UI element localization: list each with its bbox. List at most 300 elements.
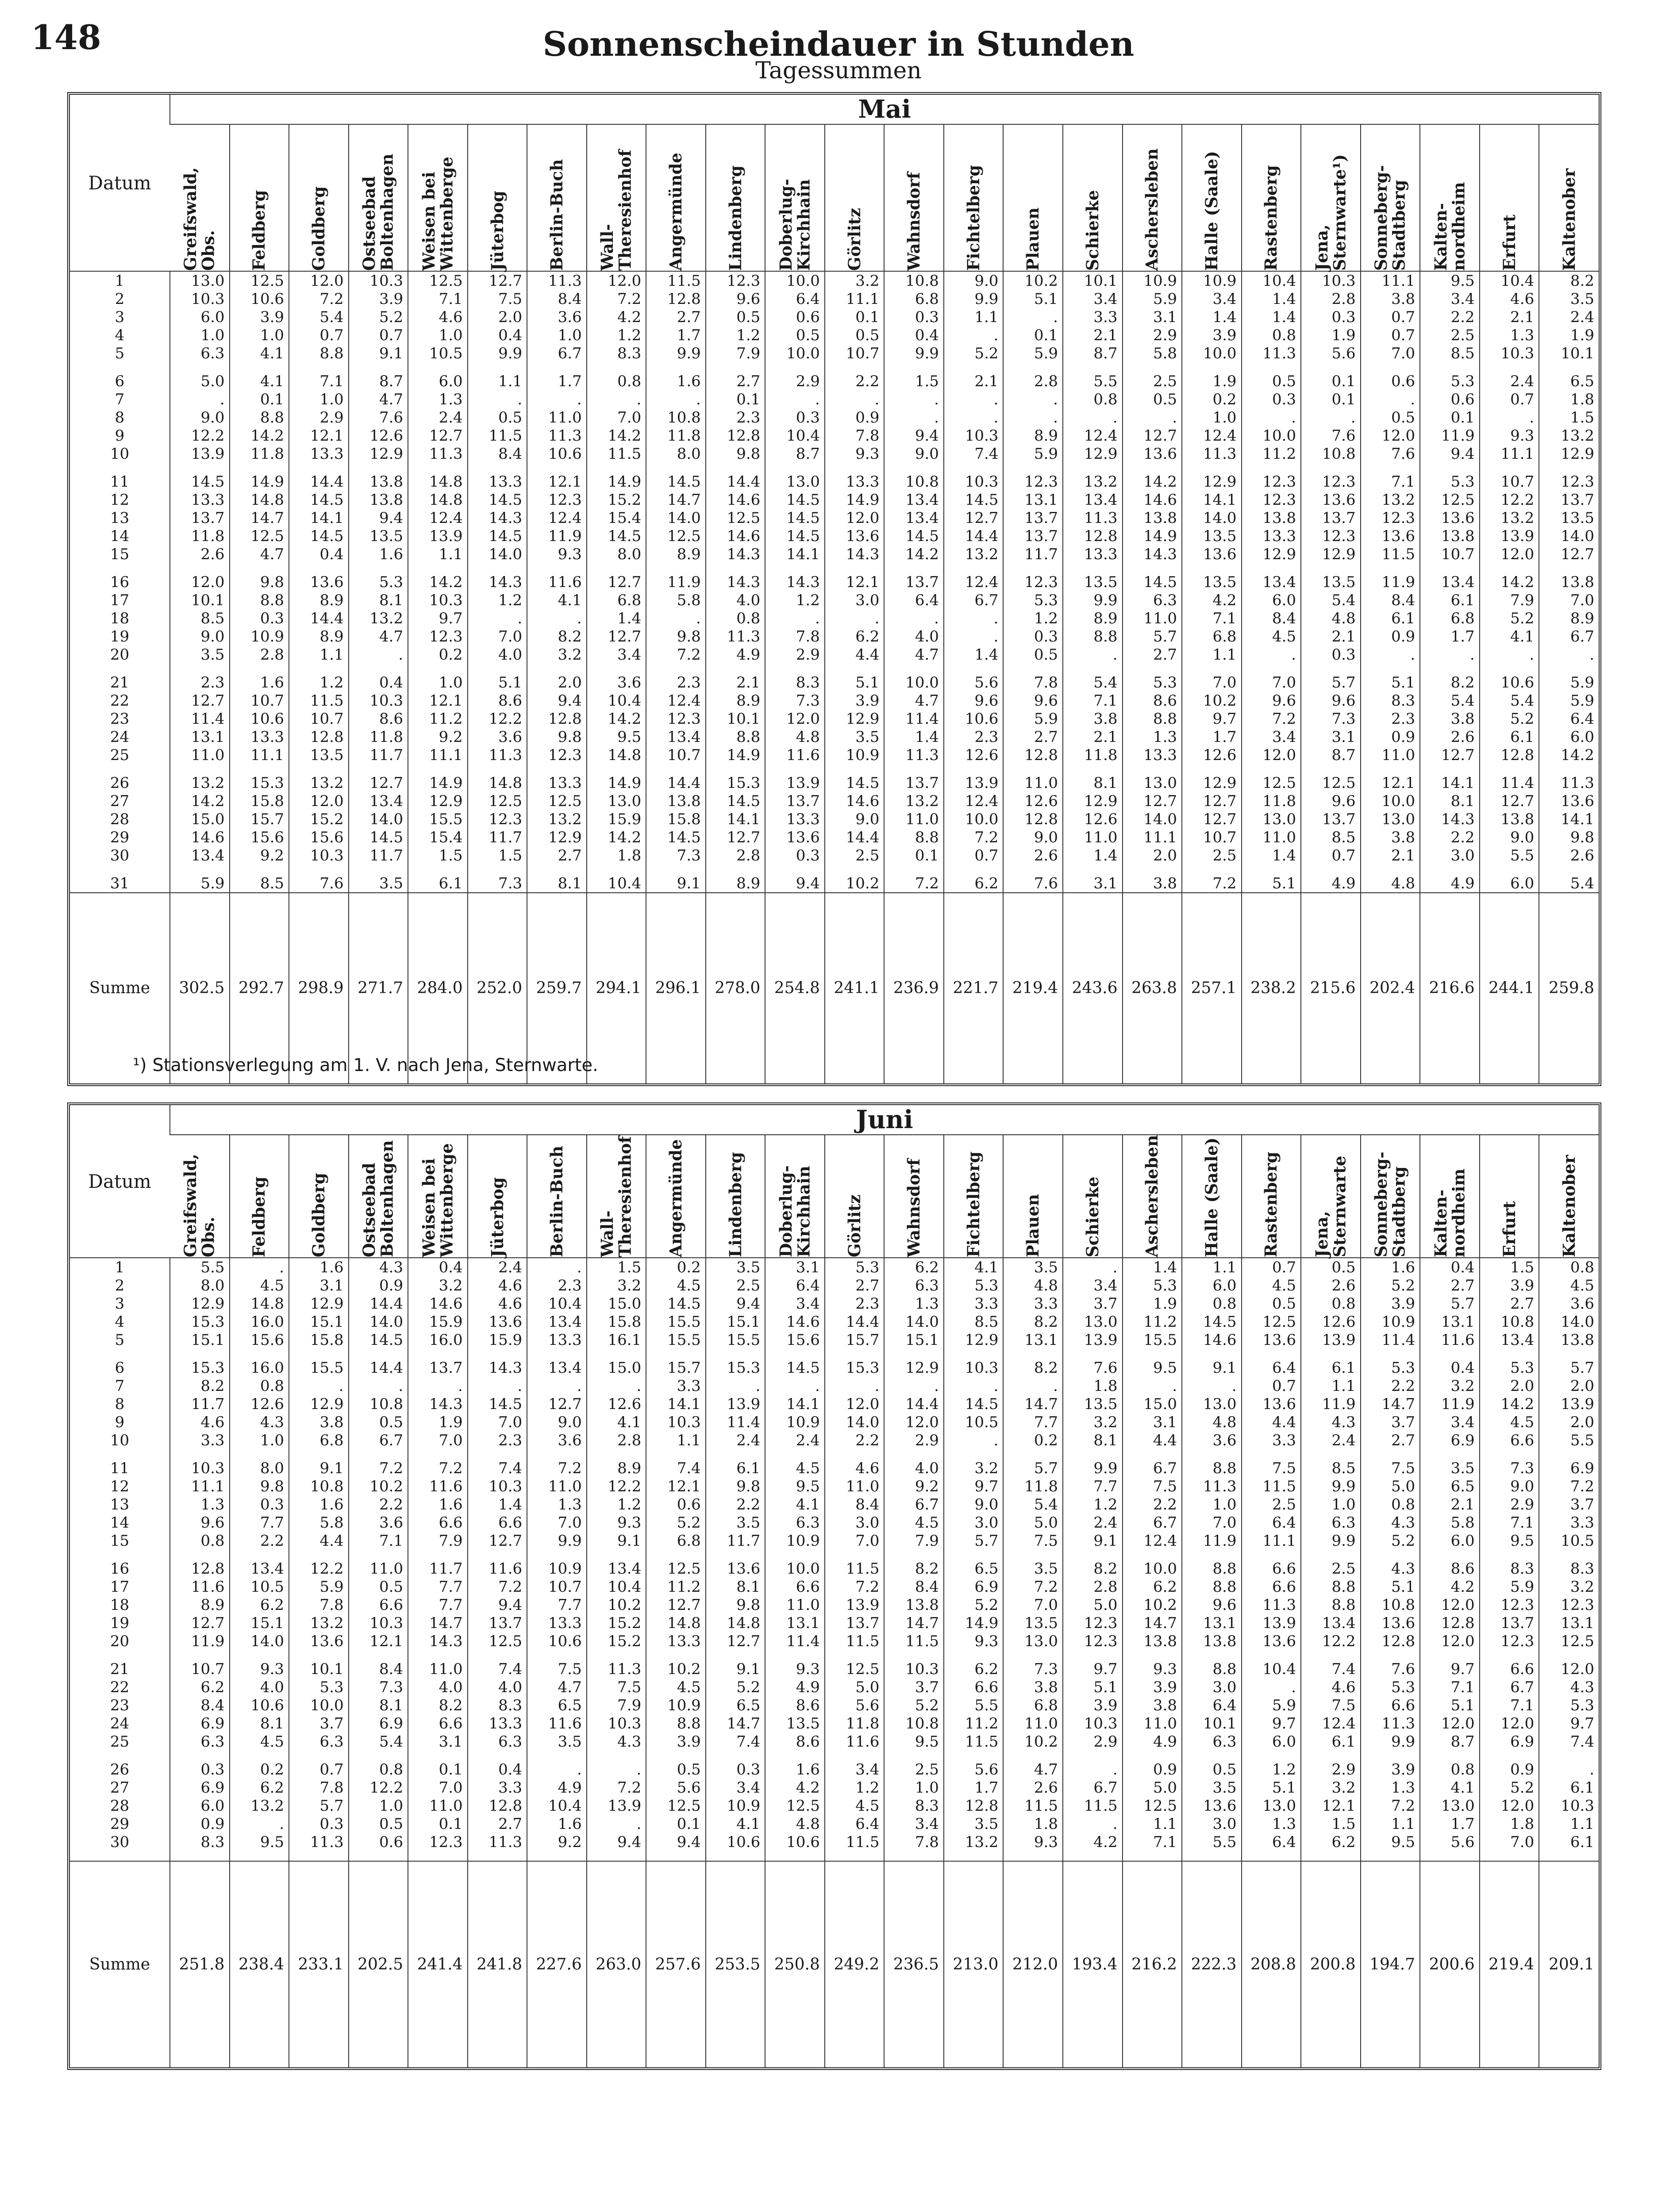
value-cell: 11.7	[706, 1532, 765, 1550]
value-cell: 2.6	[1420, 728, 1480, 746]
datum-cell: 29	[110, 1815, 130, 1833]
value-cell: 4.3	[587, 1732, 646, 1751]
value-cell: 8.4	[884, 1578, 944, 1596]
value-cell: 4.2	[587, 308, 646, 326]
station-name: Jena, Sternwarte	[1312, 1156, 1350, 1257]
value-cell: 6.4	[1242, 1513, 1301, 1532]
value-cell: 10.9	[765, 1413, 825, 1431]
value-cell: 2.5	[825, 846, 885, 864]
value-cell: 13.6	[1242, 1331, 1301, 1349]
station-header	[587, 1135, 646, 1258]
value-cell: 10.1	[1182, 1714, 1242, 1732]
value-cell: 12.7	[468, 271, 527, 290]
table-row	[70, 1614, 1599, 1632]
value-cell: 1.4	[944, 645, 1004, 664]
value-cell: 5.2	[1361, 1532, 1420, 1550]
value-cell: .	[1242, 645, 1301, 664]
value-cell: 8.8	[1063, 627, 1123, 645]
value-cell: 2.0	[1480, 1377, 1539, 1395]
value-cell: 6.8	[884, 290, 944, 308]
station-header	[1301, 1135, 1361, 1258]
spacer-cell	[1420, 864, 1480, 874]
summe-cell: 298.9	[289, 893, 349, 1083]
value-cell: 13.5	[1063, 573, 1123, 591]
station-name: Jüterbog	[487, 1177, 507, 1257]
table-row	[70, 728, 1599, 746]
value-cell: 9.8	[527, 728, 587, 746]
value-cell: 5.7	[944, 1532, 1004, 1550]
value-cell: 1.4	[884, 728, 944, 746]
value-cell: 3.4	[587, 645, 646, 664]
value-cell: 6.9	[349, 1714, 408, 1732]
value-cell: 7.6	[349, 408, 408, 426]
value-cell: 4.2	[765, 1778, 825, 1797]
spacer-row	[70, 563, 1599, 573]
spacer-cell	[1242, 1650, 1301, 1660]
summe-label: Summe	[70, 1861, 170, 2067]
value-cell: 7.4	[1539, 1732, 1599, 1751]
summe-label: Summe	[70, 893, 170, 1083]
value-cell: 12.3	[706, 271, 765, 290]
value-cell: 12.3	[527, 746, 587, 764]
station-header	[765, 1135, 825, 1258]
value-cell: 13.2	[944, 545, 1004, 563]
value-cell: 3.9	[1063, 1696, 1123, 1714]
station-name: Weisen bei Wittenberge	[419, 1143, 457, 1257]
value-cell: 5.9	[1003, 445, 1063, 463]
value-cell: 8.9	[1003, 426, 1063, 445]
value-cell: 5.4	[1539, 874, 1599, 893]
value-cell: 6.8	[289, 1431, 349, 1449]
value-cell: 2.4	[765, 1431, 825, 1449]
value-cell: 14.3	[468, 573, 527, 591]
spacer-cell	[1420, 463, 1480, 472]
value-cell: 4.8	[765, 728, 825, 746]
value-cell: 9.8	[646, 627, 706, 645]
value-cell: 7.4	[1301, 1660, 1361, 1678]
summe-cell: 296.1	[646, 893, 706, 1083]
summe-cell: 249.2	[825, 1861, 885, 2067]
value-cell: 13.5	[1539, 509, 1599, 527]
value-cell: 12.0	[884, 1413, 944, 1431]
spacer-cell	[825, 1851, 885, 1861]
value-cell: 14.8	[706, 1614, 765, 1632]
value-cell: 2.9	[1063, 1732, 1123, 1751]
value-cell: 4.7	[230, 545, 289, 563]
value-cell: 13.6	[1301, 491, 1361, 509]
value-cell: 10.1	[1063, 271, 1123, 290]
value-cell: 11.0	[825, 1477, 885, 1495]
value-cell: 14.9	[230, 472, 289, 491]
value-cell: .	[825, 609, 885, 627]
value-cell: 7.2	[884, 874, 944, 893]
value-cell: 14.0	[825, 1413, 885, 1431]
juni-table	[70, 1105, 1599, 2067]
value-cell: 8.5	[1420, 344, 1480, 362]
value-cell: 6.0	[170, 1797, 230, 1815]
value-cell: 8.9	[706, 874, 765, 893]
value-cell: 8.6	[468, 691, 527, 710]
value-cell: 12.5	[646, 1797, 706, 1815]
value-cell: 6.9	[170, 1714, 230, 1732]
value-cell: 11.8	[349, 728, 408, 746]
value-cell: 13.3	[289, 445, 349, 463]
value-cell: 3.2	[1539, 1578, 1599, 1596]
value-cell: 3.9	[230, 308, 289, 326]
spacer-cell	[587, 1449, 646, 1459]
value-cell: 2.7	[706, 372, 765, 390]
value-cell: 2.4	[408, 408, 468, 426]
value-cell: 8.1	[1063, 1431, 1123, 1449]
value-cell: 10.3	[349, 691, 408, 710]
spacer-cell	[825, 1650, 885, 1660]
spacer-cell	[1242, 764, 1301, 774]
value-cell: 15.9	[468, 1331, 527, 1349]
spacer-cell	[70, 864, 170, 874]
value-cell: 10.5	[408, 344, 468, 362]
value-cell: 4.0	[468, 645, 527, 664]
spacer-cell	[1182, 864, 1242, 874]
spacer-cell	[349, 1751, 408, 1760]
value-cell: 7.1	[1480, 1696, 1539, 1714]
value-cell: 2.5	[1301, 1559, 1361, 1578]
value-cell: 0.9	[825, 408, 885, 426]
value-cell: 8.1	[527, 874, 587, 893]
value-cell: 1.3	[884, 1294, 944, 1313]
value-cell: 3.8	[1361, 828, 1420, 846]
value-cell: 12.7	[1420, 746, 1480, 764]
value-cell: 8.7	[1063, 344, 1123, 362]
datum-cell: 2	[115, 1276, 125, 1294]
value-cell: 8.9	[170, 1596, 230, 1614]
value-cell: 13.4	[1063, 491, 1123, 509]
value-cell: .	[527, 1377, 587, 1395]
value-cell: 2.2	[706, 1495, 765, 1513]
value-cell: 5.6	[1420, 1833, 1480, 1851]
value-cell: 0.3	[1301, 308, 1361, 326]
value-cell: 7.3	[349, 1678, 408, 1696]
spacer-cell	[1242, 864, 1301, 874]
value-cell: 5.2	[646, 1513, 706, 1532]
value-cell: 14.7	[230, 509, 289, 527]
value-cell: 13.3	[1242, 527, 1301, 545]
spacer-cell	[1539, 1449, 1599, 1459]
table-row	[70, 1760, 1599, 1778]
value-cell: 9.0	[884, 445, 944, 463]
value-cell: 12.0	[587, 271, 646, 290]
value-cell: 12.5	[230, 527, 289, 545]
spacer-cell	[706, 362, 765, 372]
value-cell: 12.1	[408, 691, 468, 710]
table-row	[70, 426, 1599, 445]
value-cell: 0.5	[1182, 1760, 1242, 1778]
value-cell: 12.5	[468, 1632, 527, 1650]
datum-cell: 7	[115, 1377, 125, 1395]
value-cell: 3.5	[825, 728, 885, 746]
value-cell: 2.5	[706, 1276, 765, 1294]
spacer-cell	[1182, 1851, 1242, 1861]
value-cell: 6.0	[1242, 591, 1301, 609]
value-cell: 12.7	[587, 573, 646, 591]
value-cell: 11.9	[1420, 426, 1480, 445]
station-name: Angermünde	[666, 153, 686, 271]
value-cell: 10.3	[944, 426, 1004, 445]
spacer-cell	[706, 1851, 765, 1861]
value-cell: 15.0	[587, 1294, 646, 1313]
value-cell: 11.6	[527, 1714, 587, 1732]
value-cell: 4.6	[1480, 290, 1539, 308]
value-cell: 9.7	[944, 1477, 1004, 1495]
value-cell: 10.6	[1480, 673, 1539, 691]
spacer-cell	[1242, 463, 1301, 472]
value-cell: 1.0	[408, 326, 468, 344]
value-cell: 9.3	[944, 1632, 1004, 1650]
value-cell: 8.1	[706, 1578, 765, 1596]
value-cell: 13.4	[1242, 573, 1301, 591]
value-cell: 11.7	[408, 1559, 468, 1578]
value-cell: 11.1	[1361, 271, 1420, 290]
value-cell: 9.9	[646, 344, 706, 362]
value-cell: 15.2	[289, 810, 349, 828]
value-cell: 0.4	[289, 545, 349, 563]
value-cell: 12.3	[1003, 472, 1063, 491]
station-name: Kaltenober	[1559, 1155, 1579, 1257]
value-cell: .	[706, 1377, 765, 1395]
value-cell: 2.1	[1301, 627, 1361, 645]
spacer-cell	[825, 362, 885, 372]
station-name: Kalten- nordheim	[1431, 1168, 1469, 1257]
value-cell: 7.2	[468, 1578, 527, 1596]
value-cell: 6.6	[765, 1578, 825, 1596]
value-cell: 8.8	[1182, 1578, 1242, 1596]
value-cell: 15.6	[765, 1331, 825, 1349]
value-cell: 0.2	[408, 645, 468, 664]
value-cell: 3.5	[1003, 1559, 1063, 1578]
spacer-cell	[289, 1449, 349, 1459]
value-cell: 16.0	[408, 1331, 468, 1349]
value-cell: 1.1	[1539, 1815, 1599, 1833]
value-cell: 14.2	[170, 792, 230, 810]
datum-cell: 14	[110, 1513, 130, 1532]
value-cell: 11.8	[230, 445, 289, 463]
value-cell: 6.5	[527, 1696, 587, 1714]
value-cell: 11.5	[825, 1632, 885, 1650]
summe-cell: 216.2	[1123, 1861, 1182, 2067]
value-cell: 12.4	[1182, 426, 1242, 445]
summe-cell: 236.9	[884, 893, 944, 1083]
spacer-cell	[1182, 1449, 1242, 1459]
value-cell: 8.3	[170, 1833, 230, 1851]
value-cell: 6.7	[884, 1495, 944, 1513]
value-cell: 11.2	[944, 1714, 1004, 1732]
value-cell: 13.3	[230, 728, 289, 746]
value-cell: 15.8	[289, 1331, 349, 1349]
value-cell: 9.4	[468, 1596, 527, 1614]
value-cell: 11.8	[1003, 1477, 1063, 1495]
value-cell: 12.1	[825, 573, 885, 591]
table-row	[70, 408, 1599, 426]
value-cell: 3.6	[527, 1431, 587, 1449]
value-cell: 5.3	[1361, 1359, 1420, 1377]
spacer-cell	[944, 1449, 1004, 1459]
value-cell: 6.3	[170, 344, 230, 362]
station-header	[170, 1135, 230, 1258]
value-cell: 2.3	[706, 408, 765, 426]
value-cell: 11.3	[706, 627, 765, 645]
value-cell: 12.7	[1480, 792, 1539, 810]
value-cell: 14.3	[825, 545, 885, 563]
datum-cell: 11	[110, 1459, 130, 1477]
value-cell: 9.2	[230, 846, 289, 864]
spacer-cell	[706, 463, 765, 472]
value-cell: 3.3	[170, 1431, 230, 1449]
value-cell: 9.0	[944, 271, 1004, 290]
value-cell: 12.0	[765, 710, 825, 728]
station-header	[1182, 1135, 1242, 1258]
spacer-cell	[1003, 1449, 1063, 1459]
value-cell: 4.1	[1420, 1778, 1480, 1797]
value-cell: 6.3	[1301, 1513, 1361, 1532]
value-cell: 4.5	[825, 1797, 885, 1815]
spacer-cell	[825, 764, 885, 774]
summe-cell: 257.6	[646, 1861, 706, 2067]
value-cell: 11.1	[230, 746, 289, 764]
table-row	[70, 1678, 1599, 1696]
value-cell: 6.2	[1123, 1578, 1182, 1596]
value-cell: 13.9	[1242, 1614, 1301, 1632]
value-cell: 2.2	[1123, 1495, 1182, 1513]
station-name: Greifswald, Obs.	[181, 1153, 218, 1257]
spacer-cell	[468, 1851, 527, 1861]
value-cell: 8.8	[1182, 1459, 1242, 1477]
spacer-cell	[765, 463, 825, 472]
value-cell: 14.5	[289, 527, 349, 545]
value-cell: 5.1	[1361, 1578, 1420, 1596]
value-cell: 14.0	[1182, 509, 1242, 527]
value-cell: 1.0	[1182, 1495, 1242, 1513]
value-cell: 12.0	[1242, 746, 1301, 764]
value-cell: 12.0	[1361, 426, 1420, 445]
station-name: Wall- Theresienhof	[597, 150, 635, 271]
value-cell: 6.4	[1242, 1833, 1301, 1851]
value-cell: 4.3	[1539, 1678, 1599, 1696]
value-cell: .	[1480, 645, 1539, 664]
value-cell: 5.9	[1539, 673, 1599, 691]
value-cell: .	[1123, 408, 1182, 426]
value-cell: 14.2	[587, 828, 646, 846]
value-cell: 13.0	[765, 472, 825, 491]
value-cell: 2.6	[170, 545, 230, 563]
value-cell: 15.3	[706, 774, 765, 792]
value-cell: 0.3	[765, 408, 825, 426]
value-cell: 13.4	[646, 728, 706, 746]
value-cell: 0.2	[230, 1760, 289, 1778]
spacer-cell	[587, 463, 646, 472]
value-cell: .	[944, 1431, 1004, 1449]
value-cell: 15.3	[230, 774, 289, 792]
spacer-cell	[289, 864, 349, 874]
value-cell: 8.7	[1420, 1732, 1480, 1751]
juni-summe-row	[70, 1861, 1599, 2067]
value-cell: 2.7	[646, 308, 706, 326]
spacer-cell	[825, 563, 885, 573]
value-cell: 11.1	[170, 1477, 230, 1495]
value-cell: 2.2	[230, 1532, 289, 1550]
value-cell: 0.1	[1420, 408, 1480, 426]
value-cell: 13.2	[349, 609, 408, 627]
value-cell: 1.6	[289, 1258, 349, 1276]
spacer-row	[70, 463, 1599, 472]
station-name: Ostseebad Boltenhagen	[359, 1140, 397, 1257]
value-cell: 14.6	[706, 527, 765, 545]
value-cell: 5.7	[1003, 1459, 1063, 1477]
value-cell: 10.8	[289, 1477, 349, 1495]
value-cell: 10.8	[1361, 1596, 1420, 1614]
value-cell: 13.7	[1301, 509, 1361, 527]
value-cell: 3.5	[706, 1513, 765, 1532]
spacer-cell	[1063, 1550, 1123, 1559]
value-cell: 10.2	[349, 1477, 408, 1495]
value-cell: 14.5	[646, 472, 706, 491]
spacer-cell	[1242, 1449, 1301, 1459]
value-cell: 14.5	[1123, 573, 1182, 591]
value-cell: 7.8	[765, 627, 825, 645]
spacer-cell	[289, 1550, 349, 1559]
spacer-cell	[587, 1550, 646, 1559]
value-cell: 1.6	[646, 372, 706, 390]
datum-cell: 23	[110, 1696, 130, 1714]
value-cell: 3.9	[1361, 1760, 1420, 1778]
value-cell: 9.2	[527, 1833, 587, 1851]
value-cell: 0.1	[408, 1815, 468, 1833]
spacer-cell	[230, 1650, 289, 1660]
value-cell: 1.0	[230, 326, 289, 344]
spacer-cell	[1123, 1650, 1182, 1660]
value-cell: 12.3	[1480, 1596, 1539, 1614]
summe-cell: 244.1	[1480, 893, 1539, 1083]
spacer-cell	[1182, 463, 1242, 472]
value-cell: 8.3	[765, 673, 825, 691]
value-cell: 9.1	[706, 1660, 765, 1678]
spacer-cell	[527, 563, 587, 573]
value-cell: 14.4	[944, 527, 1004, 545]
station-header	[1242, 1135, 1301, 1258]
value-cell: 8.9	[706, 691, 765, 710]
spacer-cell	[408, 463, 468, 472]
station-header	[230, 124, 289, 271]
value-cell: 10.4	[1242, 1660, 1301, 1678]
value-cell: 12.7	[1123, 426, 1182, 445]
value-cell: 10.0	[944, 810, 1004, 828]
value-cell: 11.3	[527, 426, 587, 445]
spacer-cell	[1182, 1751, 1242, 1760]
value-cell: 12.0	[1480, 545, 1539, 563]
datum-cell: 12	[110, 491, 130, 509]
value-cell: 0.1	[706, 390, 765, 408]
value-cell: 13.7	[884, 573, 944, 591]
value-cell: 3.8	[1361, 290, 1420, 308]
value-cell: 3.5	[1182, 1778, 1242, 1797]
station-header	[884, 124, 944, 271]
page-subtitle: Tagessummen	[755, 58, 922, 84]
spacer-cell	[646, 1851, 706, 1861]
value-cell: 3.0	[825, 591, 885, 609]
value-cell: 0.5	[1242, 372, 1301, 390]
station-name: Aschersleben	[1142, 148, 1162, 271]
value-cell: 12.4	[527, 509, 587, 527]
datum-cell: 18	[110, 1596, 130, 1614]
value-cell: 6.1	[408, 874, 468, 893]
